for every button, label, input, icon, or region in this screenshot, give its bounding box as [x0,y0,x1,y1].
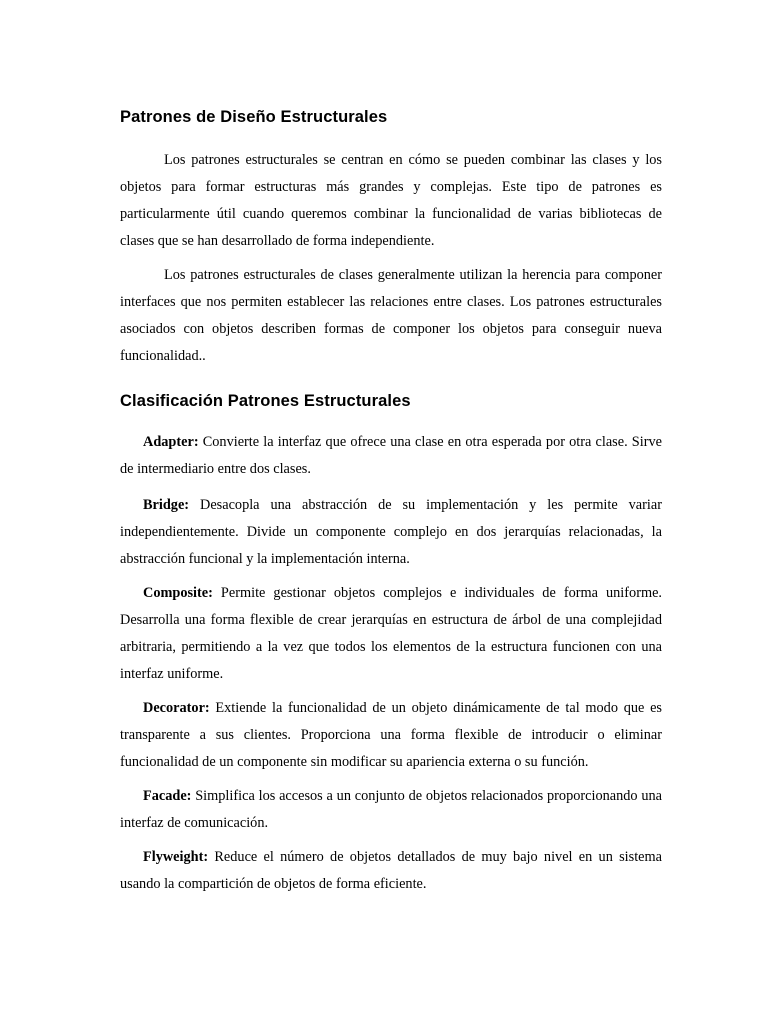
pattern-term: Decorator: [143,700,210,716]
pattern-term: Composite: [143,585,213,601]
pattern-term: Facade: [143,788,192,804]
pattern-item-flyweight [120,844,662,898]
intro-paragraph: Los patrones estructurales se centran en cómo se pueden combinar las clases y los objetos para formar estructuras más grandes y complejas. Este tipo de patrones es particularmente útil cuando queremos combinar la funcionalidad de varias bibliotecas de clases que se han desarrollado de forma independiente. [120,152,662,249]
pattern-description: Simplifica los accesos a un conjunto de objetos relacionados proporcionando una interfaz de comunicación. [120,788,662,831]
pattern-term: Adapter: [143,434,199,450]
section-title-classification: Clasificación Patrones Estructurales [120,392,411,410]
pattern-description: Convierte la interfaz que ofrece una clase en otra esperada por otra clase. Sirve de intermediario entre dos clases. [120,434,662,477]
pattern-item-bridge [120,492,662,573]
pattern-description: Extiende la funcionalidad de un objeto dinámicamente de tal modo que es transparente a sus clientes. Proporciona una forma flexible de introducir o eliminar funcionalidad de un componente sin modificar su apariencia externa o su función. [120,700,662,770]
section-title-structural-patterns: Patrones de Diseño Estructurales [120,108,388,126]
pattern-item-adapter [120,429,662,483]
pattern-description: Reduce el número de objetos detallados de muy bajo nivel en un sistema usando la compartición de objetos de forma eficiente. [120,849,662,892]
pattern-term: Bridge: [143,497,190,513]
pattern-description: Desacopla una abstracción de su implementación y les permite variar independientemente. Divide un componente complejo en dos jerarquías relacionadas, la abstracción funcional y la implementación interna. [120,497,662,567]
pattern-description: Permite gestionar objetos complejos e individuales de forma uniforme. Desarrolla una forma flexible de crear jerarquías en estructura de árbol de una complejidad arbitraria, permitiendo a la vez que todos los elementos de la estructura funcionen con una interfaz uniforme. [120,585,662,682]
pattern-term: Flyweight: [143,849,209,865]
pattern-item-facade [120,783,662,837]
pattern-item-decorator [120,695,662,776]
intro-paragraph-2: Los patrones estructurales de clases generalmente utilizan la herencia para componer interfaces que nos permiten establecer las relaciones entre clases. Los patrones estructurales asociados con objetos describen formas de componer los objetos para conseguir nueva funcionalidad.. [120,267,662,364]
pattern-item-composite [120,580,662,688]
